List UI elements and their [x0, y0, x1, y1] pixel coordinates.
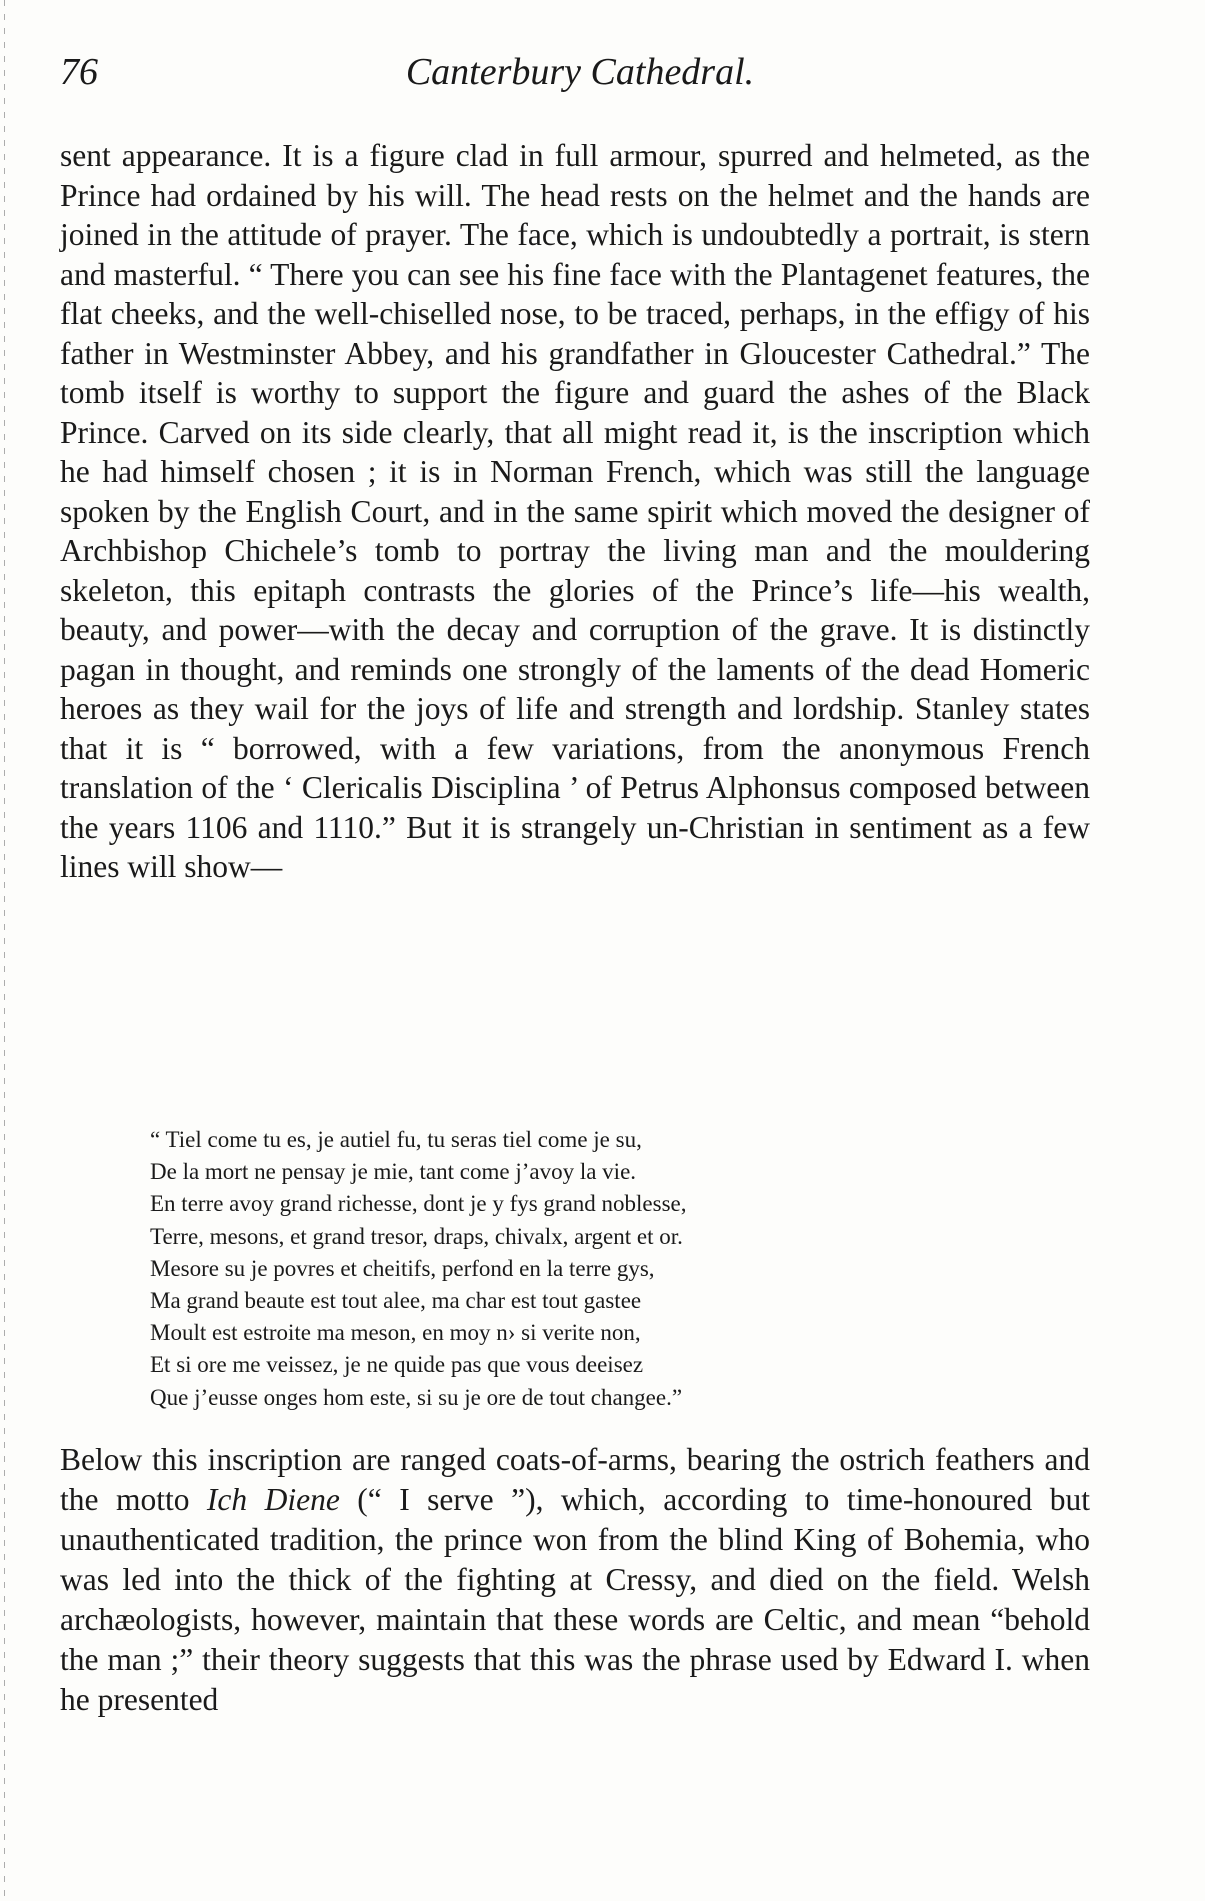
- quote-line: Que j’eusse onges hom este, si su je ore de tout changee.”: [150, 1384, 683, 1410]
- paragraph-2-text-after-motto: (“ I serve ”), which, according to time-honoured but unauthenticated tradition, the prince won from the blind King of Bohemia, who was led into the thick of the fighting at Cressy, and died on the field. Welsh archæologists, however, maintain that these words are Celtic, and mean “behold the man ;” their theory suggests that this was the phrase used by Edward I. when he presented: [60, 1482, 1090, 1717]
- quote-line: Ma grand beaute est tout alee, ma char est tout gastee: [150, 1288, 642, 1314]
- body-paragraph-1: sent appearance. It is a figure clad in full armour, spurred and helmeted, as the Prince had ordained by his will. The head rests on the helmet and the hands are joined in the attitude of prayer. The face, which is undoubtedly a portrait, is stern and masterful. “ There you can see his fine face with the Plantagenet features, the flat cheeks, and the well-chiselled nose, to be traced, perhaps, in the effigy of his father in Westminster Abbey, and his grandfather in Gloucester Cathedral.” The tomb itself is worthy to support the figure and guard the ashes of the Black Prince. Carved on its side clearly, that all might read it, is the inscription which he had himself chosen ; it is in Norman French, which was still the language spoken by the English Court, and in the same spirit which moved the designer of Archbishop Chichele’s tomb to portray the living man and the mouldering skeleton, this epitaph contrasts the glories of the Prince’s life—his wealth, beauty, and power—with the decay and corruption of the grave. It is distinctly pagan in thought, and reminds one strongly of the laments of the dead Homeric heroes as they wail for the joys of life and strength and lordship. Stanley states that it is “ borrowed, with a few variations, from the anonymous French translation of the ‘ Clericalis Disciplina ’ of Petrus Alphonsus composed between the years 1106 and 1110.” But it is strangely un-Christian in sentiment as a few lines will show—: [60, 138, 1090, 884]
- page-number: 76: [60, 51, 98, 93]
- quote-line: De la mort ne pensay je mie, tant come j’avoy la vie.: [150, 1159, 637, 1185]
- quote-line: Et si ore me veissez, je ne quide pas que vous deeisez: [150, 1352, 644, 1378]
- running-title: Canterbury Cathedral.: [405, 51, 755, 93]
- quote-line: Terre, mesons, et grand tresor, draps, chivalx, argent et or.: [150, 1223, 683, 1249]
- motto-text: Ich Diene: [206, 1482, 340, 1517]
- quote-line: En terre avoy grand richesse, dont je y fys grand noblesse,: [150, 1191, 687, 1217]
- paragraph-2-text-before-motto: Below this inscription are ranged coats-of-arms, bearing the ostrich feathers and the motto: [60, 1442, 1090, 1517]
- epitaph-quote: [150, 1124, 980, 1414]
- quote-line: Moult est estroite ma meson, en moy n› si verite non,: [150, 1320, 641, 1346]
- quote-line: “ Tiel come tu es, je autiel fu, tu seras tiel come je su,: [150, 1127, 642, 1152]
- running-header: [60, 50, 1090, 110]
- scan-edge-rule: [4, 0, 5, 1901]
- quote-line: Mesore su je povres et cheitifs, perfond en la terre gys,: [150, 1255, 655, 1281]
- body-paragraph-2: [60, 1440, 1090, 1720]
